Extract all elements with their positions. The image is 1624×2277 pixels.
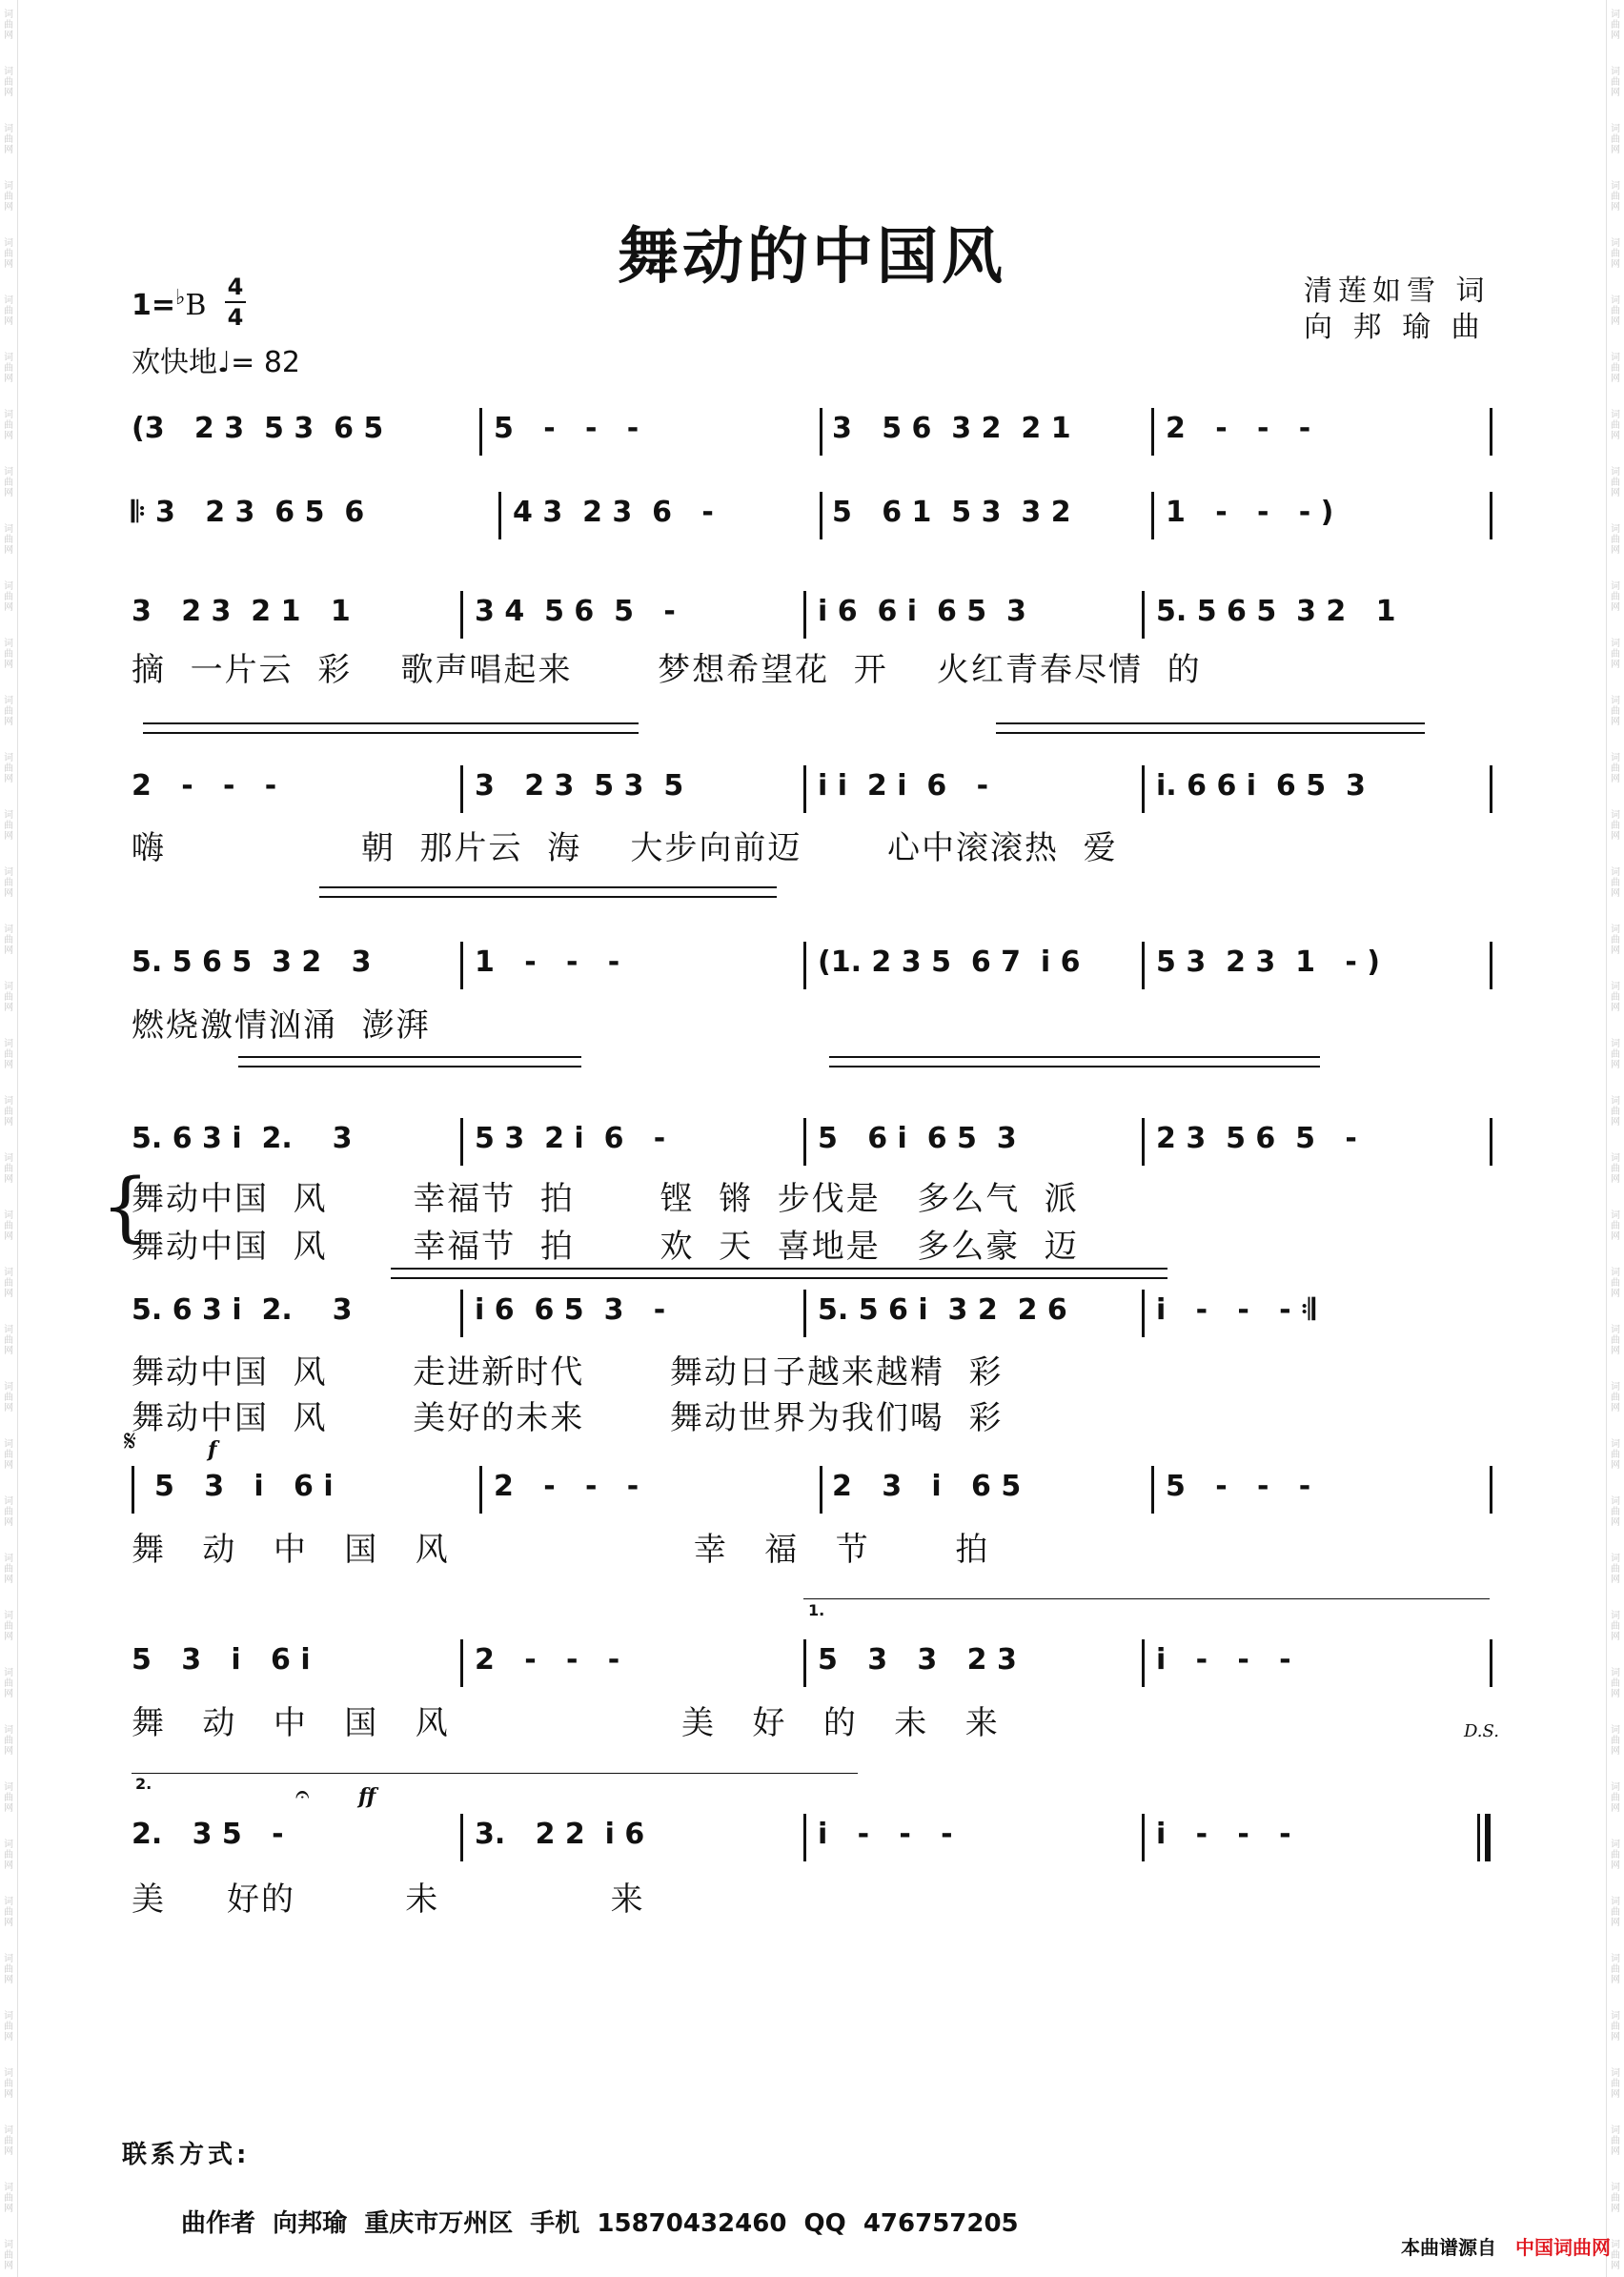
side-watermark-text: 词曲网 [4,1782,13,1814]
side-watermark-text: 词曲网 [4,1554,13,1585]
measure: 5. 5 6 i 3 2 2 6 [818,1293,1067,1327]
quarter-note-icon: ♩ [217,346,232,379]
measure: (3 2 3 5 3 6 5 [132,412,384,445]
side-watermark-text: 词曲网 [1611,67,1620,98]
measure: 2 - - - [475,1643,620,1677]
side-watermark-text: 词曲网 [1611,410,1620,441]
side-watermark-text: 词曲网 [4,238,13,270]
measure: 2 - - - [494,1470,639,1503]
barline [803,1290,806,1337]
tempo-bpm: = 82 [231,346,301,379]
song-title: 舞动的中国风 [618,221,1006,293]
measure: i i 2 i 6 - [818,769,989,803]
side-watermark-text: 词曲网 [4,1611,13,1642]
measure: 1 - - - ) [1166,496,1334,529]
side-watermark-text: 词曲网 [4,124,13,155]
phrase-line [829,1066,1320,1067]
side-watermark-text: 词曲网 [4,867,13,899]
lyric-line: 嗨 朝 那片云 海 大步向前迈 心中滚滚热 爱 [132,829,1118,867]
staff-row-3 [132,583,1494,650]
phrase-line [238,1066,581,1067]
side-watermark-text: 词曲网 [1611,10,1620,41]
barline [1142,591,1145,639]
measure: 2 3 i 6 5 [832,1470,1022,1503]
staff-row-6 [132,1110,1494,1177]
side-watermark-text: 词曲网 [4,1153,13,1185]
measure: 3. 2 2 i 6 [475,1818,645,1851]
side-watermark-text: 词曲网 [1611,524,1620,556]
measure: 𝄆 3 2 3 6 5 6 [132,496,365,529]
side-watermark-text: 词曲网 [4,295,13,327]
left-margin-strip [0,0,18,2277]
side-watermark-text: 词曲网 [4,1096,13,1128]
measure: 3 4 5 6 5 - [475,595,676,628]
side-watermark-text: 词曲网 [1611,1554,1620,1585]
side-watermark-text: 词曲网 [1611,1153,1620,1185]
barline [803,1118,806,1166]
side-watermark-text: 词曲网 [1611,2240,1620,2271]
side-watermark-text: 词曲网 [1611,1840,1620,1871]
side-watermark-text: 词曲网 [1611,124,1620,155]
side-watermark-text: 词曲网 [1611,1096,1620,1128]
side-watermark-text: 词曲网 [1611,2011,1620,2043]
barline [1490,1118,1492,1166]
barline [460,591,463,639]
side-watermark-text: 词曲网 [4,1668,13,1699]
time-line [225,301,246,303]
side-watermark-text: 词曲网 [1611,810,1620,842]
composer: 向 邦 瑜 曲 [1304,311,1486,344]
measure: 2 3 5 6 5 - [1156,1122,1357,1155]
lyric-line: 摘 一片云 彩 歌声唱起来 梦想希望花 开 火红青春尽情 的 [132,651,1202,689]
staff-row-10 [132,1806,1494,1873]
measure: i 6 6 i 6 5 3 [818,595,1026,628]
flat-symbol: ♭ [175,286,186,310]
lyric-line-verse-1: 舞动中国 风 幸福节 拍 铿 锵 步伐是 多么气 派 [132,1180,1079,1218]
barline [820,408,822,456]
barline [803,942,806,989]
side-watermark-text: 词曲网 [4,581,13,613]
final-barline-thick [1485,1814,1491,1861]
measure: 5. 6 3 i 2. 3 [132,1122,353,1155]
barline [1151,1466,1154,1514]
measure: 5 3 3 2 3 [818,1643,1017,1677]
side-watermark-text: 词曲网 [4,410,13,441]
side-watermark-text: 词曲网 [1611,1039,1620,1070]
side-watermark-text: 词曲网 [4,2240,13,2271]
time-signature [225,274,246,330]
measure: 5 6 1 5 3 3 2 [832,496,1071,529]
right-margin-strip [1606,0,1624,2277]
barline [820,492,822,539]
phrase-line [319,886,777,888]
barline [498,492,501,539]
measure: 1 - - - [475,945,620,979]
barline [1490,408,1492,456]
barline [460,1814,463,1861]
time-bottom: 4 [227,304,244,331]
side-watermark-text: 词曲网 [4,181,13,213]
measure: 5. 6 3 i 2. 3 [132,1293,353,1327]
phrase-line [319,896,777,898]
dynamic-ff: ff [358,1784,376,1809]
barline [479,408,482,456]
barline [820,1466,822,1514]
key-signature [132,286,206,322]
side-watermark-text: 词曲网 [4,925,13,956]
side-watermark-text: 词曲网 [4,810,13,842]
side-watermark-text: 词曲网 [4,1954,13,1985]
measure: 5 3 2 3 1 - ) [1156,945,1380,979]
staff-row-2 [132,484,1494,551]
staff-row-1 [132,400,1494,467]
source-label: 本曲谱源自 [1401,2236,1496,2259]
staff-row-9 [132,1632,1494,1698]
side-watermark-text: 词曲网 [1611,1210,1620,1242]
lyric-line-verse-2: 舞动中国 风 美好的未来 舞动世界为我们喝 彩 [132,1399,1004,1437]
side-watermark-text: 词曲网 [4,1210,13,1242]
side-watermark-text: 词曲网 [4,1897,13,1928]
side-watermark-text: 词曲网 [4,2125,13,2157]
dal-segno: D.S. [1464,1721,1499,1741]
side-watermark-text: 词曲网 [4,67,13,98]
side-watermark-text: 词曲网 [1611,753,1620,784]
side-watermark-text: 词曲网 [4,2011,13,2043]
side-watermark-text: 词曲网 [1611,639,1620,670]
barline [803,1639,806,1687]
side-watermark-text: 词曲网 [1611,1668,1620,1699]
side-watermark-text: 词曲网 [1611,696,1620,727]
barline [1142,942,1145,989]
side-watermark-text: 词曲网 [1611,1611,1620,1642]
measure: 5. 5 6 5 3 2 1 [1156,595,1396,628]
measure: 3 2 3 2 1 1 [132,595,351,628]
barline [1142,1118,1145,1166]
lyricist: 清莲如雪 词 [1304,274,1491,308]
verse-brace: { [101,1162,150,1250]
barline [1142,765,1145,813]
side-watermark-text: 词曲网 [1611,1782,1620,1814]
side-watermark-text: 词曲网 [1611,867,1620,899]
side-watermark-text: 词曲网 [4,1439,13,1471]
side-watermark-text: 词曲网 [4,2183,13,2214]
final-barline-thin [1477,1814,1480,1861]
contact-info: 曲作者 向邦瑜 重庆市万州区 手机 15870432460 QQ 476757205 [181,2209,1019,2238]
side-watermark-text: 词曲网 [1611,982,1620,1013]
side-watermark-text: 词曲网 [4,353,13,384]
side-watermark-text: 词曲网 [1611,295,1620,327]
staff-row-7 [132,1282,1494,1349]
volta-bracket-2 [132,1773,858,1774]
side-watermark-text: 词曲网 [4,1382,13,1413]
side-watermark-text: 词曲网 [4,1325,13,1356]
side-watermark-text: 词曲网 [1611,1496,1620,1528]
phrase-line [143,722,639,724]
barline [1490,765,1492,813]
staff-row-4 [132,758,1494,824]
barline [132,1466,134,1514]
lyric-line-verse-1: 舞动中国 风 走进新时代 舞动日子越来越精 彩 [132,1353,1004,1392]
side-watermark-text: 词曲网 [4,1268,13,1299]
barline [1490,942,1492,989]
staff-row-5 [132,934,1494,1001]
measure: (1. 2 3 5 6 7 i 6 [818,945,1081,979]
side-watermark-text: 词曲网 [1611,1439,1620,1471]
side-watermark-text: 词曲网 [4,1496,13,1528]
time-top: 4 [227,274,244,300]
key-letter: B [185,289,207,322]
side-watermark-text: 词曲网 [1611,2125,1620,2157]
fermata-icon: 𝄐 [295,1780,310,1809]
volta-2-label: 2. [135,1775,152,1793]
barline [803,765,806,813]
segno-icon: 𝄋 [124,1425,136,1458]
volta-bracket-1 [803,1598,1490,1599]
side-watermark-text: 词曲网 [4,696,13,727]
side-watermark-text: 词曲网 [4,2068,13,2100]
side-watermark-text: 词曲网 [4,639,13,670]
side-watermark-text: 词曲网 [1611,581,1620,613]
measure: 5 3 2 i 6 - [475,1122,666,1155]
measure: i - - - [1156,1643,1291,1677]
side-watermark-text: 词曲网 [4,982,13,1013]
barline [1151,408,1154,456]
side-watermark-text: 词曲网 [1611,1725,1620,1757]
side-watermark-text: 词曲网 [1611,467,1620,498]
phrase-line [829,1056,1320,1058]
barline [1490,1466,1492,1514]
barline [1151,492,1154,539]
side-watermark-text: 词曲网 [1611,353,1620,384]
measure: i - - - [818,1818,953,1851]
side-watermark-text: 词曲网 [1611,925,1620,956]
side-watermark-text: 词曲网 [1611,2068,1620,2100]
measure: i 6 6 5 3 - [475,1293,666,1327]
barline [479,1466,482,1514]
measure: i. 6 6 i 6 5 3 [1156,769,1366,803]
lyric-line: 舞 动 中 国 风 美 好 的 未 来 [132,1704,1000,1742]
phrase-line [143,732,639,734]
side-watermark-text: 词曲网 [1611,1382,1620,1413]
side-watermark-text: 词曲网 [4,1725,13,1757]
barline [460,942,463,989]
dynamic-f: f [208,1437,217,1462]
measure: 5 - - - [1166,1470,1311,1503]
source-site-link[interactable]: 中国词曲网 [1515,2236,1611,2259]
tempo-marking [132,338,300,380]
lyric-line-verse-2: 舞动中国 风 幸福节 拍 欢 天 喜地是 多么豪 迈 [132,1228,1079,1266]
measure: i - - - 𝄇 [1156,1293,1315,1327]
side-watermark-text: 词曲网 [4,1840,13,1871]
side-watermark-text: 词曲网 [1611,238,1620,270]
measure: 5 6 i 6 5 3 [818,1122,1017,1155]
side-watermark-text: 词曲网 [1611,1954,1620,1985]
contact-label: 联系方式: [122,2141,251,2169]
barline [1142,1639,1145,1687]
measure: 2 - - - [1166,412,1311,445]
phrase-line [996,732,1425,734]
barline [1490,492,1492,539]
measure: 4 3 2 3 6 - [513,496,714,529]
side-watermark-text: 词曲网 [1611,1897,1620,1928]
volta-1-label: 1. [808,1601,825,1619]
lyric-line: 燃烧激情汹涌 澎湃 [132,1006,431,1045]
barline [803,1814,806,1861]
side-watermark-text: 词曲网 [4,1039,13,1070]
key-one: 1 [132,289,152,322]
side-watermark-text: 词曲网 [4,467,13,498]
side-watermark-text: 词曲网 [1611,2183,1620,2214]
tempo-text: 欢快地 [132,346,217,379]
measure: 5. 5 6 5 3 2 3 [132,945,372,979]
phrase-line [996,722,1425,724]
phrase-line [238,1056,581,1058]
measure: 5 3 i 6 i [132,1643,311,1677]
measure: 3 5 6 3 2 2 1 [832,412,1071,445]
lyric-line: 舞 动 中 国 风 幸 福 节 拍 [132,1531,990,1569]
barline [1490,1639,1492,1687]
measure: 5 - - - [494,412,639,445]
barline [803,591,806,639]
measure: i - - - [1156,1818,1291,1851]
measure: 3 2 3 5 3 5 [475,769,684,803]
side-watermark-text: 词曲网 [1611,1325,1620,1356]
measure: 5 3 i 6 i [154,1470,334,1503]
measure: 2 - - - [132,769,277,803]
barline [460,1290,463,1337]
phrase-line [391,1277,1167,1279]
staff-row-8 [132,1458,1494,1525]
barline [460,765,463,813]
phrase-line [391,1268,1167,1270]
key-eq: = [151,289,176,322]
side-watermark-text: 词曲网 [1611,1268,1620,1299]
barline [460,1639,463,1687]
side-watermark-text: 词曲网 [4,524,13,556]
source-credit [1401,2232,1611,2260]
measure: 2. 3 5 - [132,1818,284,1851]
side-watermark-text: 词曲网 [1611,181,1620,213]
lyric-line: 美 好的 未 来 [132,1881,645,1919]
barline [460,1118,463,1166]
side-watermark-text: 词曲网 [4,753,13,784]
barline [1142,1290,1145,1337]
side-watermark-text: 词曲网 [4,10,13,41]
barline [1142,1814,1145,1861]
